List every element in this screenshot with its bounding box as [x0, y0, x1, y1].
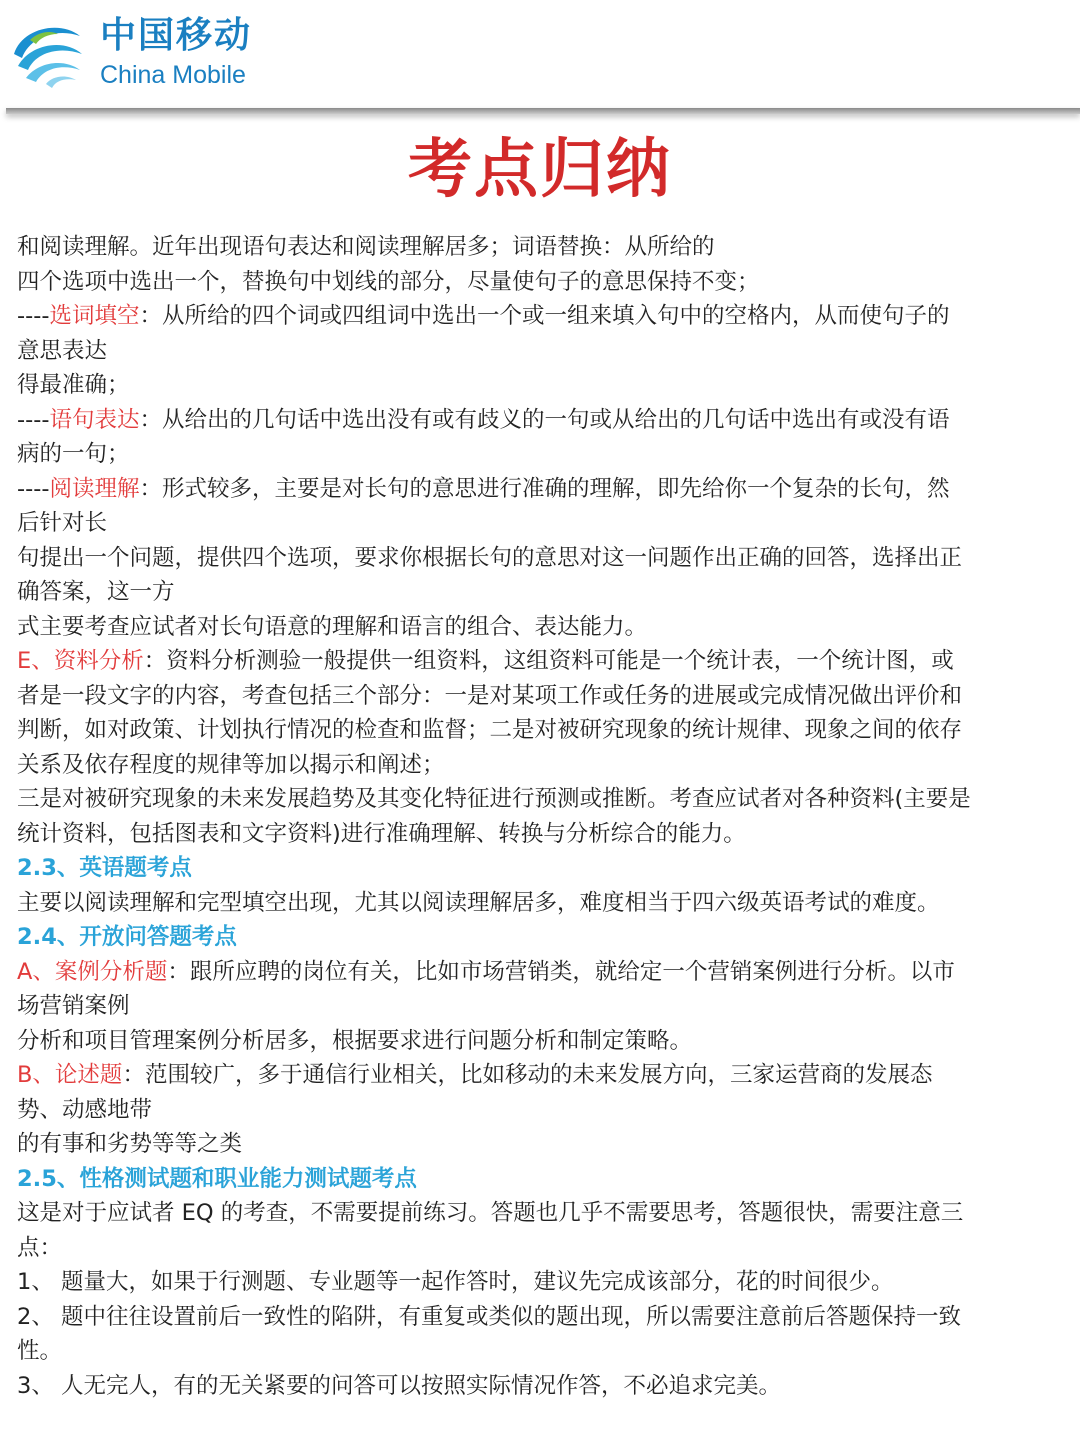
- highlight-term: 选词填空: [49, 303, 140, 329]
- text-line: [17, 782, 1067, 817]
- section-heading: 2.3、英语题考点: [17, 855, 192, 881]
- text-line: [17, 403, 1067, 438]
- document-body: [17, 230, 1067, 1403]
- section-heading: 2.4、开放问答题考点: [17, 924, 237, 950]
- text-line: [17, 437, 1067, 472]
- china-mobile-logo-icon: [8, 14, 88, 94]
- text-line: [17, 679, 1067, 714]
- highlight-term: 语句表达: [49, 406, 140, 433]
- highlight-term: E、资料分析: [17, 648, 144, 674]
- body-text: ：跟所应聘的岗位有关，比如市场营销类，就给定一个营销案例进行分析。以市: [167, 958, 955, 985]
- section-heading: 2.5、性格测试题和职业能力测试题考点: [17, 1165, 417, 1192]
- body-text: ----: [17, 303, 50, 329]
- body-text: ：从给出的几句话中选出没有或有歧义的一句或从给出的几句话中选出有或没有语: [139, 406, 950, 433]
- text-line: [17, 886, 1067, 921]
- text-line: [17, 299, 1067, 334]
- text-line: [17, 265, 1067, 300]
- text-line: [17, 541, 1067, 576]
- brand-name-cn: 中国移动: [100, 15, 253, 56]
- body-text: 确答案，这一方: [17, 579, 175, 605]
- text-line: [17, 334, 1067, 369]
- text-line: [17, 989, 1067, 1024]
- body-text: 统计资料，包括图表和文字资料)进行准确理解、转换与分析综合的能力。: [17, 820, 746, 847]
- text-line: [17, 748, 1067, 783]
- highlight-term: B、论述题: [17, 1062, 123, 1088]
- body-text: 式主要考查应试者对长句语意的理解和语言的组合、表达能力。: [17, 613, 648, 640]
- text-line: [17, 1369, 1067, 1404]
- body-text: 意思表达: [17, 337, 108, 364]
- body-text: 判断，如对政策、计划执行情况的检查和监督；二是对被研究现象的统计规律、现象之间的依存: [17, 717, 963, 743]
- body-text: 和阅读理解。近年出现语句表达和阅读理解居多；词语替换：从所给的: [17, 234, 715, 260]
- text-line: [17, 1162, 1067, 1197]
- text-line: [17, 1024, 1067, 1059]
- text-line: [17, 644, 1067, 679]
- body-text: 1、 题量大，如果于行测题、专业题等一起作答时，建议先完成该部分，花的时间很少。: [17, 1269, 894, 1295]
- body-text: 三是对被研究现象的未来发展趋势及其变化特征进行预测或推断。考查应试者对各种资料(主要是: [17, 786, 971, 812]
- text-line: [17, 1231, 1067, 1266]
- text-line: [17, 1093, 1067, 1128]
- body-text: 分析和项目管理案例分析居多，根据要求进行问题分析和制定策略。: [17, 1027, 693, 1054]
- body-text: 后针对长: [17, 510, 108, 536]
- header: [0, 0, 1080, 112]
- text-line: [17, 920, 1067, 955]
- body-text: 者是一段文字的内容，考查包括三个部分：一是对某项工作或任务的进展或完成情况做出评价和: [17, 682, 963, 709]
- text-line: [17, 1334, 1067, 1369]
- body-text: ----: [17, 475, 50, 502]
- text-line: [17, 575, 1067, 610]
- body-text: 点：: [17, 1234, 63, 1261]
- page-title: 考点归纳: [408, 132, 672, 207]
- text-line: [17, 610, 1067, 645]
- body-text: 关系及依存程度的规律等加以揭示和阐述；: [17, 751, 445, 778]
- brand-name-en: China Mobile: [100, 61, 246, 89]
- body-text: 病的一句；: [17, 441, 130, 467]
- highlight-term: 阅读理解: [49, 475, 140, 502]
- text-line: [17, 817, 1067, 852]
- text-line: [17, 1196, 1067, 1231]
- body-text: ：资料分析测验一般提供一组资料，这组资料可能是一个统计表，一个统计图，或: [143, 648, 954, 674]
- header-divider: [6, 108, 1080, 114]
- body-text: 场营销案例: [17, 993, 130, 1019]
- text-line: [17, 713, 1067, 748]
- body-text: 句提出一个问题，提供四个选项，要求你根据长句的意思对这一问题作出正确的回答，选择出正: [17, 544, 963, 571]
- text-line: [17, 1265, 1067, 1300]
- text-line: [17, 1300, 1067, 1335]
- text-line: [17, 230, 1067, 265]
- body-text: 势、动感地带: [17, 1096, 153, 1123]
- text-line: [17, 955, 1067, 990]
- body-text: ----: [17, 406, 50, 433]
- body-text: 四个选项中选出一个，替换句中划线的部分，尽量使句子的意思保持不变；: [17, 268, 760, 295]
- body-text: 性。: [17, 1338, 63, 1364]
- body-text: 得最准确；: [17, 372, 130, 398]
- body-text: 2、 题中往往设置前后一致性的陷阱，有重复或类似的题出现，所以需要注意前后答题保持一致: [17, 1303, 961, 1330]
- text-line: [17, 1058, 1067, 1093]
- text-line: [17, 1127, 1067, 1162]
- text-line: [17, 368, 1067, 403]
- body-text: 主要以阅读理解和完型填空出现，尤其以阅读理解居多，难度相当于四六级英语考试的难度。: [17, 889, 940, 916]
- body-text: ：形式较多，主要是对长句的意思进行准确的理解，即先给你一个复杂的长句，然: [139, 475, 950, 502]
- body-text: 的有事和劣势等等之类: [17, 1131, 243, 1157]
- text-line: [17, 506, 1067, 541]
- text-line: [17, 851, 1067, 886]
- body-text: ：从所给的四个词或四组词中选出一个或一组来填入句中的空格内，从而使句子的: [139, 303, 950, 329]
- highlight-term: A、案例分析题: [17, 958, 168, 985]
- body-text: 这是对于应试者 EQ 的考查，不需要提前练习。答题也几乎不需要思考，答题很快，需要注意三: [17, 1200, 964, 1226]
- body-text: ：范围较广，多于通信行业相关，比如移动的未来发展方向，三家运营商的发展态: [122, 1062, 933, 1088]
- body-text: 3、 人无完人，有的无关紧要的问答可以按照实际情况作答，不必追求完美。: [17, 1372, 781, 1399]
- text-line: [17, 472, 1067, 507]
